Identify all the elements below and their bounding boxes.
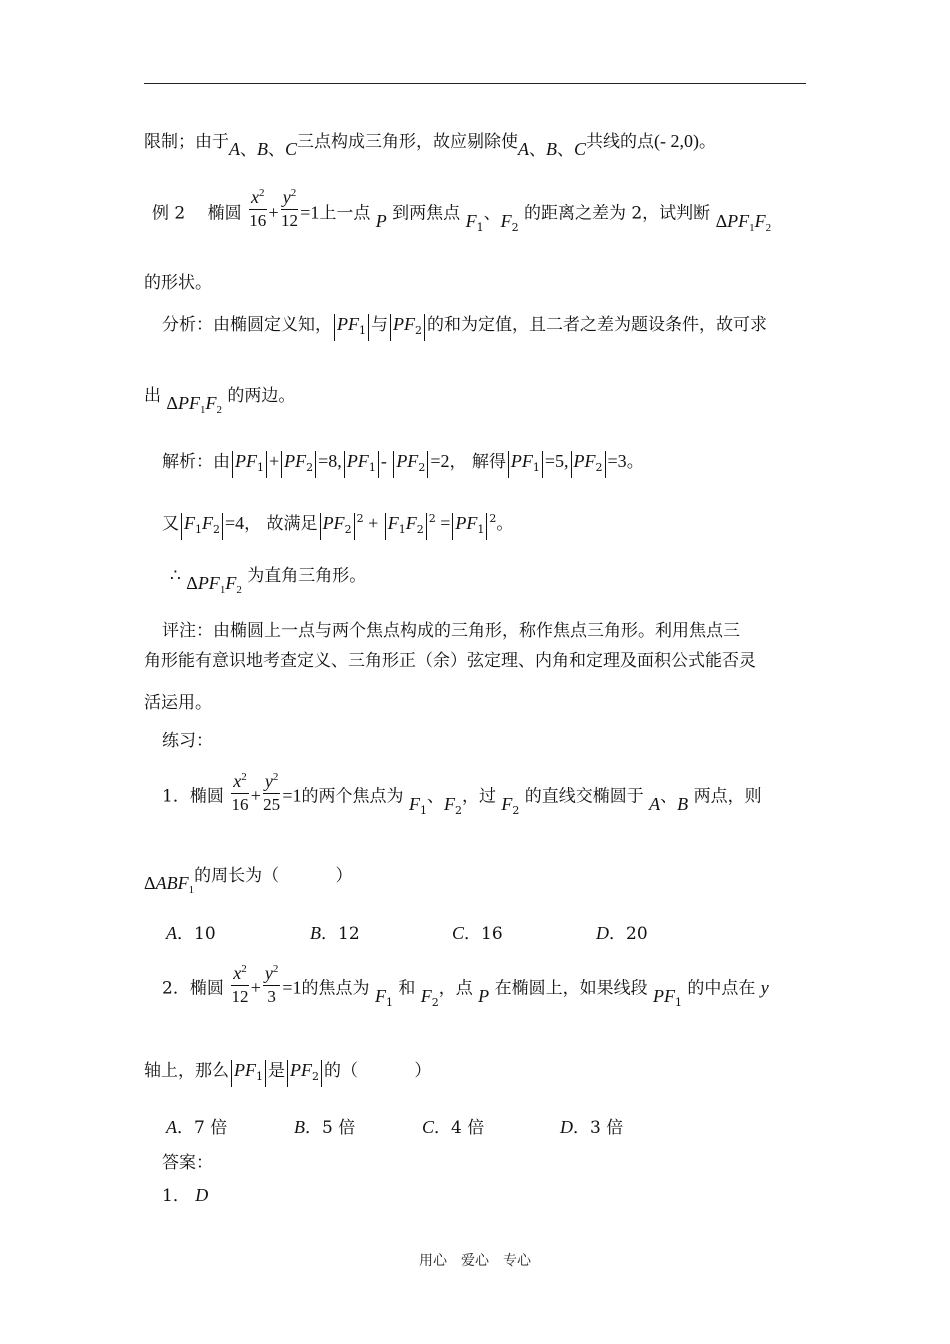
solution-line-3: ∴ $\Delta PF_1F_2$ 为直角三角形。 xyxy=(170,566,367,596)
q2-option-c[interactable]: C．4 倍 xyxy=(422,1117,485,1138)
q1-option-b[interactable]: B．12 xyxy=(310,923,360,944)
comment-line-1: 评注：由椭圆上一点与两个焦点构成的三角形，称作焦点三角形。利用焦点三 xyxy=(162,621,740,641)
question-2: 2．椭圆 $\frac{x^2}{12}$ + $\frac{y^2}{3}$ =1的焦点为 $F_1$ 和 $F_2$，点 P 在椭圆上，如果线段 $PF_1$ 的中点在 y xyxy=(162,970,769,1008)
solution-line-2: 又 $F_1F_2 =4$， 故满足 $PF_2^2 + F_1F_2^2 = PF_1^2$。 xyxy=(162,506,513,540)
analysis: 分析：由椭圆定义知， $PF_1$ 与 $PF_2$ 的和为定值，且二者之差为题设条件，故可求 xyxy=(162,312,767,341)
q1-option-c[interactable]: C．16 xyxy=(452,923,503,944)
comment-line-2: 角形能有意识地考查定义、三角形正（余）弦定理、内角和定理及面积公式能否灵 xyxy=(144,651,756,671)
q2-option-b[interactable]: B．5 倍 xyxy=(294,1117,356,1138)
q2-option-d[interactable]: D．3 倍 xyxy=(560,1117,624,1138)
q1-option-a[interactable]: A．10 xyxy=(166,923,216,944)
question-2-cont: 轴上，那么 $PF_1$ 是 $PF_2$ 的（ ） xyxy=(144,1058,431,1087)
example-2-cont: 的形状。 xyxy=(144,273,212,293)
solution-line-1: 解析：由 $PF_1 + PF_2 =8$, $PF_1 - PF_2 =2$， 解得 $PF_1 =5$, $PF_2 =3$。 xyxy=(162,448,644,478)
practice-heading: 练习： xyxy=(162,731,213,751)
header-rule xyxy=(144,83,806,84)
analysis-cont: 出 $\Delta PF_1F_2$ 的两边。 xyxy=(144,386,296,416)
q1-option-d[interactable]: D．20 xyxy=(596,923,648,944)
answer-1: 1． D xyxy=(162,1185,209,1206)
answers-heading: 答案： xyxy=(162,1153,213,1173)
example-2: 例 2 椭圆 $\frac{x^2}{16}$ + $\frac{y^2}{12}$ =1上一点 P 到两焦点 $F_1$、$F_2$ 的距离之差为 2，试判断 $\Delta PF_1F_2$ xyxy=(152,196,771,233)
comment-line-3: 活运用。 xyxy=(144,693,212,713)
q2-option-a[interactable]: A．7 倍 xyxy=(166,1117,228,1138)
question-1: 1．椭圆 $\frac{x^2}{16}$ + $\frac{y^2}{25}$ =1的两个焦点为 $F_1$、$F_2$，过 $F_2$ 的直线交椭圆于 A、B 两点，则 xyxy=(162,778,762,816)
page-footer: 用心 爱心 专心 xyxy=(419,1253,531,1269)
question-1-cont: $\Delta ABF_1$的周长为（ ） xyxy=(144,866,353,896)
paragraph-restriction: 限制；由于A、B、C三点构成三角形，故应剔除使A、B、C共线的点(- 2,0)。 xyxy=(144,131,717,160)
